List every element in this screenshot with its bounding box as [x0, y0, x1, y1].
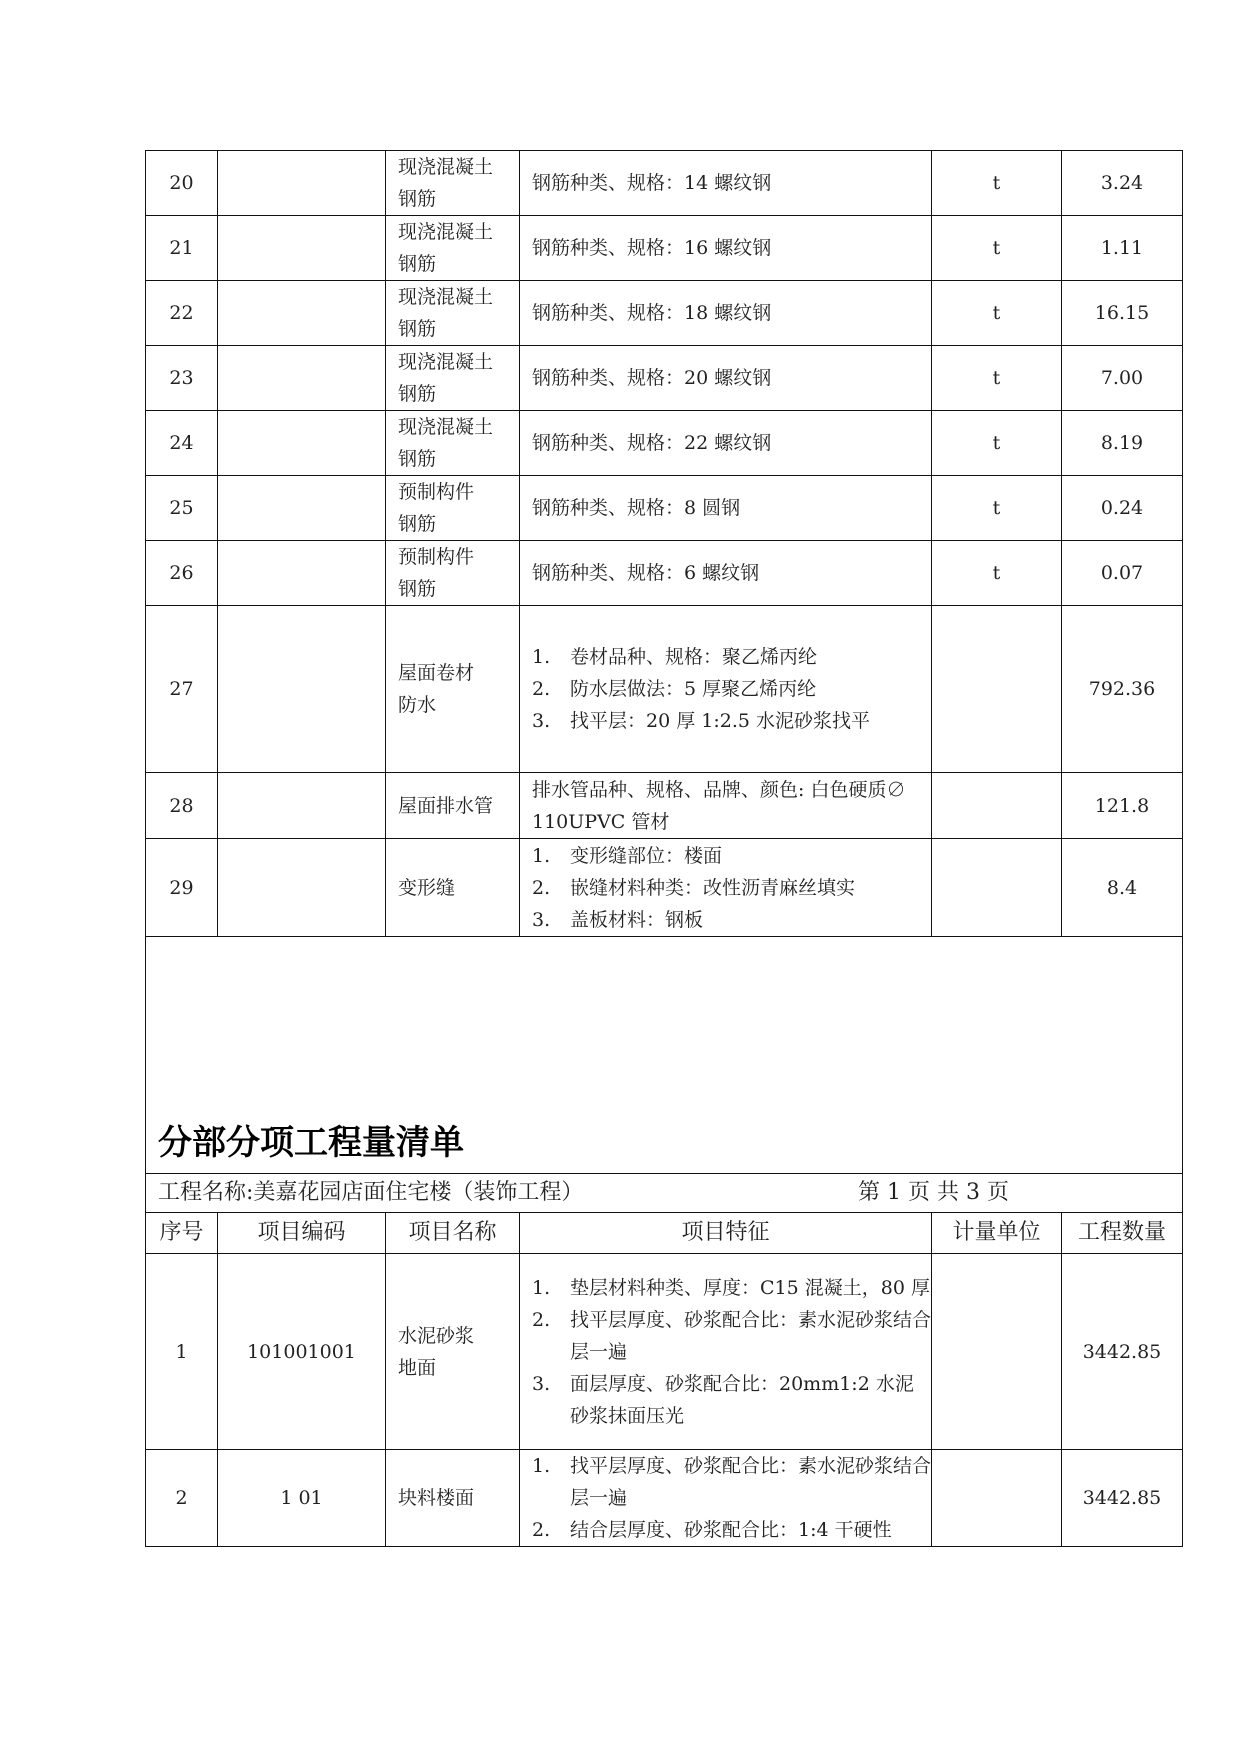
- feature-item-number: 1.: [532, 646, 551, 668]
- feature-item: [532, 840, 931, 872]
- item-code: [218, 476, 386, 541]
- feature-text: 钢筋种类、规格：8 圆钢: [532, 497, 741, 519]
- row-number: 26: [146, 541, 218, 606]
- feature-item-text: 变形缝部位：楼面: [570, 844, 723, 867]
- feature-text: 钢筋种类、规格：14 螺纹钢: [532, 172, 772, 194]
- item-unit: [932, 773, 1062, 839]
- table-row: [146, 773, 1183, 839]
- table-row: [146, 541, 1183, 606]
- item-name-line: 现浇混凝土: [398, 286, 494, 308]
- header-qty: 工程数量: [1062, 1213, 1183, 1254]
- table-row: [146, 839, 1183, 937]
- item-feature: [520, 1450, 932, 1547]
- feature-item-number: 3.: [532, 710, 551, 732]
- item-name-line: 现浇混凝土: [398, 416, 494, 438]
- row-number: 25: [146, 476, 218, 541]
- feature-item-text: 找平层厚度、砂浆配合比：素水泥砂浆结合层一遍: [570, 1308, 932, 1363]
- row-number: 29: [146, 839, 218, 937]
- item-code: 101001001: [218, 1254, 386, 1450]
- document-page: [145, 150, 1182, 1547]
- item-name-line: 钢筋: [398, 448, 437, 470]
- section-title: 分部分项工程量清单: [146, 1109, 1183, 1174]
- feature-item-number: 1.: [532, 1276, 551, 1299]
- item-quantity: 8.19: [1062, 411, 1183, 476]
- item-name-line: 预制构件: [398, 481, 475, 503]
- item-feature: [520, 606, 932, 773]
- feature-item-text: 防水层做法：5 厚聚乙烯丙纶: [570, 678, 817, 700]
- project-name: 工程名称:美嘉花园店面住宅楼（装饰工程）: [158, 1180, 584, 1205]
- item-feature: [520, 281, 932, 346]
- table-row: [146, 281, 1183, 346]
- item-feature: [520, 216, 932, 281]
- item-feature: [520, 839, 932, 937]
- item-name: [386, 1450, 520, 1547]
- item-unit: t: [932, 151, 1062, 216]
- item-feature: [520, 541, 932, 606]
- item-feature: [520, 411, 932, 476]
- feature-item: [532, 1450, 931, 1514]
- feature-item: [532, 904, 931, 936]
- item-name-line: 钢筋: [398, 318, 437, 340]
- page-info: 第 1 页 共 3 页: [858, 1180, 1009, 1205]
- header-unit: 计量单位: [932, 1213, 1062, 1254]
- feature-item: [532, 705, 931, 737]
- item-quantity: 121.8: [1062, 773, 1183, 839]
- item-quantity: 1.11: [1062, 216, 1183, 281]
- feature-item-number: 3.: [532, 908, 551, 931]
- item-unit: t: [932, 216, 1062, 281]
- item-unit: t: [932, 411, 1062, 476]
- item-code: [218, 346, 386, 411]
- item-name: [386, 411, 520, 476]
- feature-line: 110UPVC 管材: [532, 810, 670, 833]
- item-name-line: 现浇混凝土: [398, 351, 494, 373]
- row-number: 21: [146, 216, 218, 281]
- item-code: [218, 411, 386, 476]
- feature-text: 钢筋种类、规格：16 螺纹钢: [532, 237, 772, 259]
- item-feature: [520, 773, 932, 839]
- item-name-line: 防水: [398, 694, 437, 716]
- item-name: [386, 151, 520, 216]
- item-feature: [520, 151, 932, 216]
- item-code: [218, 541, 386, 606]
- row-number: 23: [146, 346, 218, 411]
- feature-item: [532, 872, 931, 904]
- feature-text: 钢筋种类、规格：6 螺纹钢: [532, 562, 760, 584]
- item-quantity: 8.4: [1062, 839, 1183, 937]
- table-row: [146, 1254, 1183, 1450]
- item-unit: [932, 606, 1062, 773]
- feature-item-number: 1.: [532, 1455, 551, 1477]
- item-feature: [520, 1254, 932, 1450]
- feature-list: [532, 641, 931, 737]
- item-code: 1 01: [218, 1450, 386, 1547]
- table-row: [146, 1450, 1183, 1547]
- item-name: [386, 606, 520, 773]
- feature-item: [532, 641, 931, 673]
- item-name-line: 钢筋: [398, 253, 437, 275]
- item-quantity: 3.24: [1062, 151, 1183, 216]
- item-quantity: 792.36: [1062, 606, 1183, 773]
- item-name-line: 块料楼面: [398, 1487, 475, 1509]
- column-header-row: [146, 1213, 1183, 1254]
- item-quantity: 0.24: [1062, 476, 1183, 541]
- feature-item-text: 结合层厚度、砂浆配合比：1:4 干硬性: [570, 1519, 892, 1541]
- item-quantity: 3442.85: [1062, 1450, 1183, 1547]
- feature-item: [532, 1272, 931, 1304]
- item-name: [386, 216, 520, 281]
- item-unit: [932, 1254, 1062, 1450]
- header-name: 项目名称: [386, 1213, 520, 1254]
- feature-item: [532, 1368, 931, 1432]
- feature-item-text: 找平层：20 厚 1:2.5 水泥砂浆找平: [570, 710, 871, 732]
- table-row: [146, 411, 1183, 476]
- item-name-line: 钢筋: [398, 578, 437, 600]
- item-name-line: 预制构件: [398, 546, 475, 568]
- item-name-line: 钢筋: [398, 188, 437, 210]
- item-name-line: 现浇混凝土: [398, 221, 494, 243]
- item-name-line: 地面: [398, 1356, 437, 1379]
- item-name: [386, 839, 520, 937]
- row-number: 24: [146, 411, 218, 476]
- item-name: [386, 773, 520, 839]
- header-no: 序号: [146, 1213, 218, 1254]
- table-row: [146, 606, 1183, 773]
- feature-line: 排水管品种、规格、品牌、颜色: 白色硬质∅: [532, 778, 906, 801]
- row-number: 27: [146, 606, 218, 773]
- item-name-line: 屋面排水管: [398, 794, 494, 817]
- feature-item-text: 卷材品种、规格：聚乙烯丙纶: [570, 646, 818, 668]
- feature-list: [532, 1272, 931, 1432]
- feature-item-number: 2.: [532, 1308, 551, 1331]
- feature-item: [532, 1514, 931, 1546]
- feature-item-number: 2.: [532, 1519, 551, 1541]
- item-code: [218, 606, 386, 773]
- item-feature: [520, 476, 932, 541]
- item-name-line: 现浇混凝土: [398, 156, 494, 178]
- row-number: 1: [146, 1254, 218, 1450]
- item-name: [386, 476, 520, 541]
- feature-item: [532, 1304, 931, 1368]
- item-quantity: 0.07: [1062, 541, 1183, 606]
- item-name: [386, 281, 520, 346]
- item-name-line: 水泥砂浆: [398, 1324, 475, 1347]
- row-number: 22: [146, 281, 218, 346]
- item-code: [218, 216, 386, 281]
- feature-item-number: 3.: [532, 1372, 551, 1395]
- feature-text: 钢筋种类、规格：22 螺纹钢: [532, 432, 772, 454]
- feature-item-text: 找平层厚度、砂浆配合比：素水泥砂浆结合层一遍: [570, 1455, 932, 1509]
- item-name-line: 钢筋: [398, 383, 437, 405]
- feature-text: 钢筋种类、规格：20 螺纹钢: [532, 367, 772, 389]
- feature-item-text: 盖板材料：钢板: [570, 908, 704, 931]
- row-number: 2: [146, 1450, 218, 1547]
- table-row: [146, 346, 1183, 411]
- feature-item-number: 2.: [532, 876, 551, 899]
- item-code: [218, 773, 386, 839]
- feature-list: [532, 1450, 931, 1546]
- item-code: [218, 281, 386, 346]
- item-unit: t: [932, 541, 1062, 606]
- feature-item-text: 嵌缝材料种类：改性沥青麻丝填实: [570, 876, 856, 899]
- item-name-line: 屋面卷材: [398, 662, 475, 684]
- feature-item-text: 垫层材料种类、厚度：C15 混凝土，80 厚: [570, 1276, 930, 1299]
- item-name: [386, 1254, 520, 1450]
- item-quantity: 7.00: [1062, 346, 1183, 411]
- item-unit: t: [932, 346, 1062, 411]
- project-info-row: [146, 1174, 1183, 1213]
- feature-text: 钢筋种类、规格：18 螺纹钢: [532, 302, 772, 324]
- row-number: 20: [146, 151, 218, 216]
- feature-item: [532, 673, 931, 705]
- blank-spacer-row: [146, 937, 1183, 1110]
- item-code: [218, 151, 386, 216]
- item-feature: [520, 346, 932, 411]
- item-quantity: 16.15: [1062, 281, 1183, 346]
- feature-item-number: 2.: [532, 678, 551, 700]
- table-row: [146, 151, 1183, 216]
- item-quantity: 3442.85: [1062, 1254, 1183, 1450]
- header-code: 项目编码: [218, 1213, 386, 1254]
- item-unit: t: [932, 476, 1062, 541]
- feature-item-text: 面层厚度、砂浆配合比：20mm1:2 水泥砂浆抹面压光: [570, 1372, 914, 1427]
- feature-item-number: 1.: [532, 844, 551, 867]
- item-unit: [932, 1450, 1062, 1547]
- table-row: [146, 476, 1183, 541]
- table-row: [146, 216, 1183, 281]
- item-name-line: 钢筋: [398, 513, 437, 535]
- item-name: [386, 346, 520, 411]
- item-unit: t: [932, 281, 1062, 346]
- item-code: [218, 839, 386, 937]
- item-unit: [932, 839, 1062, 937]
- feature-list: [532, 840, 931, 936]
- row-number: 28: [146, 773, 218, 839]
- item-name-line: 变形缝: [398, 876, 456, 899]
- header-feature: 项目特征: [520, 1213, 932, 1254]
- bill-of-quantities-table: [145, 150, 1183, 1547]
- item-name: [386, 541, 520, 606]
